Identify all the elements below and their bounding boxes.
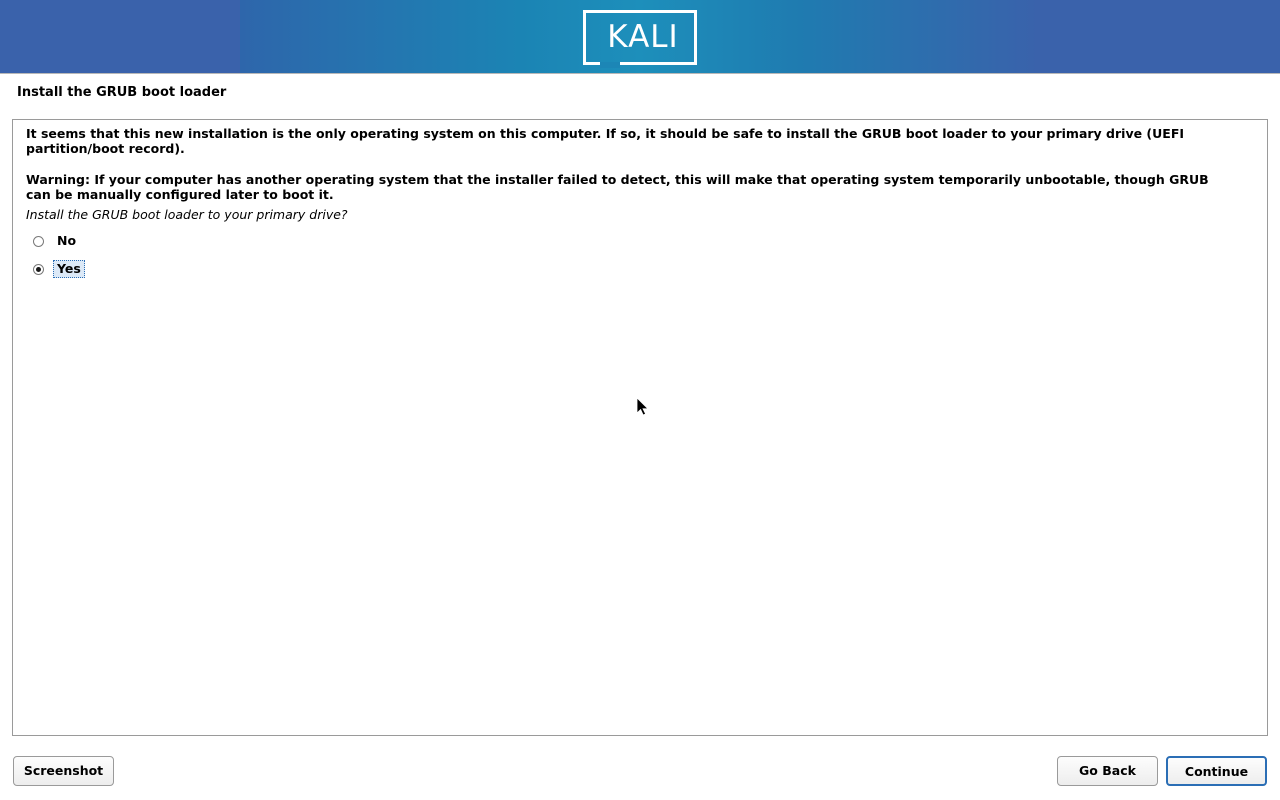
radio-indicator-no[interactable]	[33, 236, 44, 247]
screenshot-button[interactable]: Screenshot	[13, 756, 114, 786]
kali-logo	[583, 10, 697, 65]
info-paragraph: It seems that this new installation is the only operating system on this computer. If so, it should be safe to install the GRUB boot loader to your primary drive (UEFI partition/boot record).	[26, 126, 1185, 156]
radio-label-yes[interactable]: Yes	[53, 260, 85, 278]
kali-logo-text: KALI	[607, 19, 679, 55]
radio-label-no[interactable]: No	[57, 233, 77, 248]
page-title: Install the GRUB boot loader	[17, 85, 227, 100]
kali-banner	[0, 0, 1280, 74]
question-label: Install the GRUB boot loader to your primary drive?	[26, 207, 348, 222]
warning-paragraph: Warning: If your computer has another operating system that the installer failed to detect, this will make that operating system temporarily unbootable, though GRUB can be manually configured later to boot it.	[26, 172, 1209, 202]
mouse-cursor	[637, 398, 649, 416]
content-panel	[12, 119, 1268, 736]
continue-button[interactable]: Continue	[1166, 756, 1267, 786]
kali-logo-notch	[600, 62, 620, 68]
banner-divider	[0, 73, 1280, 74]
radio-indicator-yes[interactable]	[33, 264, 44, 275]
go-back-button[interactable]: Go Back	[1057, 756, 1158, 786]
